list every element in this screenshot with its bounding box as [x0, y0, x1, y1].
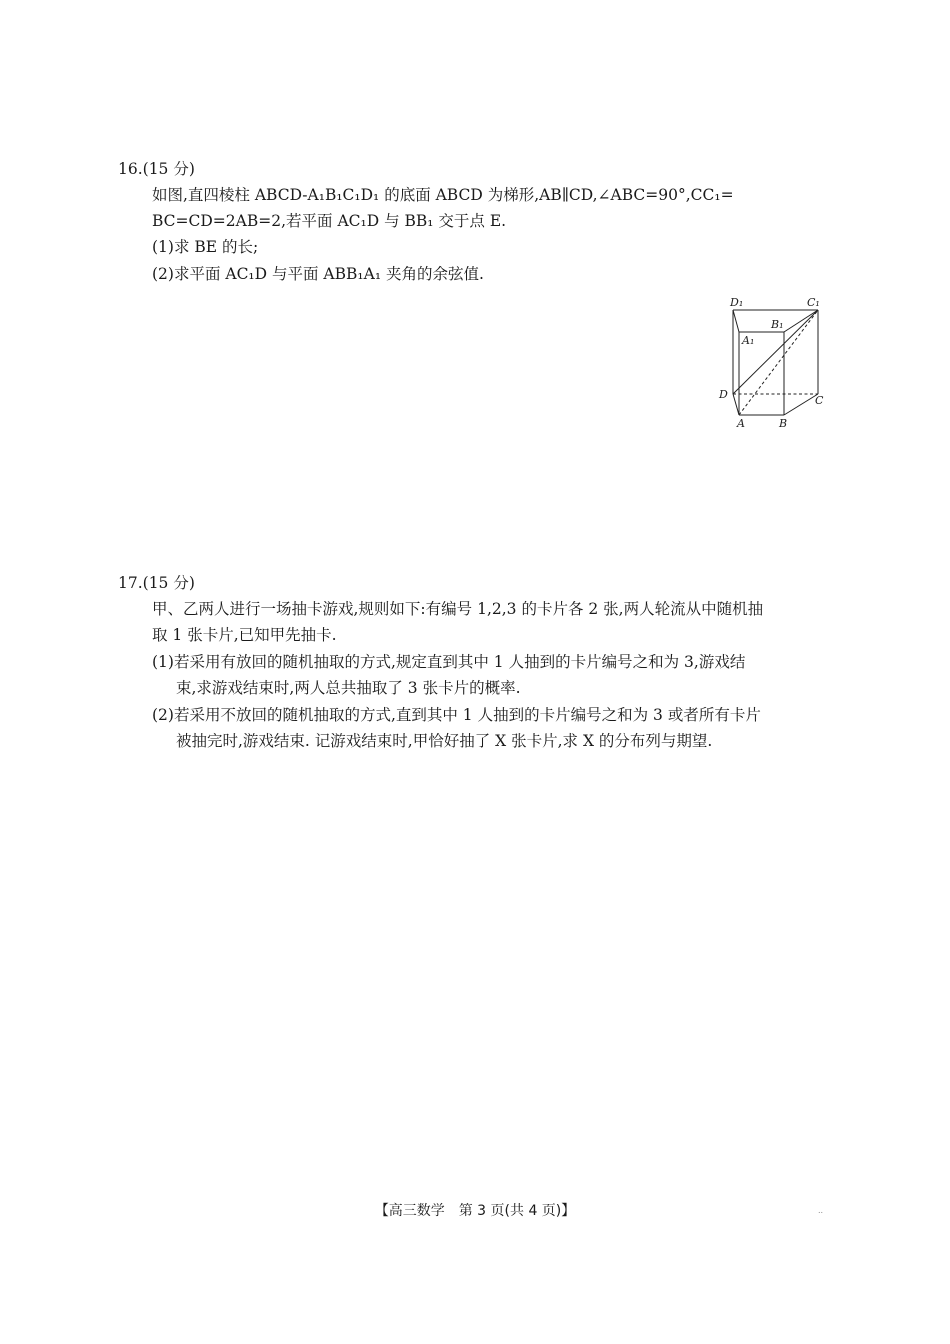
label-D1: D₁	[730, 296, 744, 309]
q16-stem-line-1: 如图,直四棱柱 ABCD-A₁B₁C₁D₁ 的底面 ABCD 为梯形,AB∥CD,∠ABC=90°,CC₁=	[152, 186, 734, 204]
q17-stem-line-1: 甲、乙两人进行一场抽卡游戏,规则如下:有编号 1,2,3 的卡片各 2 张,两人轮流从中随机抽	[152, 600, 764, 618]
prism-figure	[718, 294, 830, 430]
q16-stem-line-2: BC=CD=2AB=2,若平面 AC₁D 与 BB₁ 交于点 E.	[152, 212, 507, 230]
q17-part-1-line-2: 束,求游戏结束时,两人总共抽取了 3 张卡片的概率.	[176, 679, 521, 697]
q17-heading: 17.(15 分)	[118, 574, 195, 592]
page-footer: 【高三数学 第 3 页(共 4 页)】	[374, 1203, 576, 1219]
label-C1: C₁	[807, 296, 820, 309]
label-A1: A₁	[742, 334, 755, 347]
q17-part-2-line-2: 被抽完时,游戏结束. 记游戏结束时,甲恰好抽了 X 张卡片,求 X 的分布列与期望.	[176, 732, 713, 750]
label-D: D	[719, 388, 728, 401]
q17-part-2-line-1: (2)若采用不放回的随机抽取的方式,直到其中 1 人抽到的卡片编号之和为 3 或者所有卡片	[152, 706, 761, 724]
q16-heading: 16.(15 分)	[118, 160, 195, 178]
label-B: B	[779, 417, 788, 430]
q16-part-1: (1)求 BE 的长;	[152, 238, 259, 256]
label-C: C	[815, 394, 824, 407]
corner-mark: ..	[818, 1206, 824, 1215]
label-A: A	[737, 417, 745, 430]
q17-part-1-line-1: (1)若采用有放回的随机抽取的方式,规定直到其中 1 人抽到的卡片编号之和为 3,游戏结	[152, 653, 746, 671]
label-B1: B₁	[771, 318, 784, 331]
q17-stem-line-2: 取 1 张卡片,已知甲先抽卡.	[152, 626, 337, 644]
q16-part-2: (2)求平面 AC₁D 与平面 ABB₁A₁ 夹角的余弦值.	[152, 265, 484, 283]
